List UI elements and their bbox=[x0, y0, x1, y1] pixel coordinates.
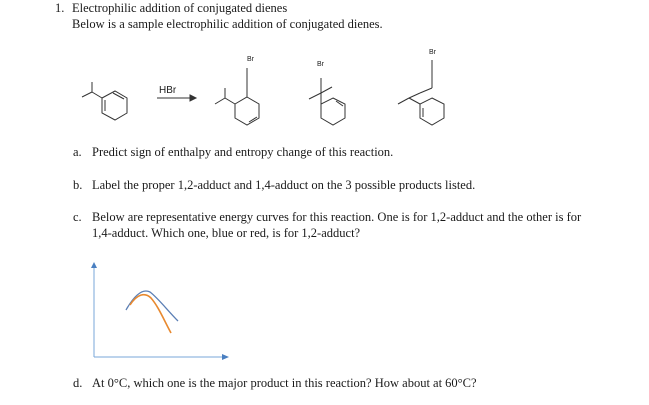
y-axis-arrow bbox=[91, 262, 97, 268]
energy-diagram bbox=[91, 262, 229, 360]
bromine-label-3: Br bbox=[429, 49, 436, 56]
part-d-text: At 0°C, which one is the major product in this reaction? How about at 60°C? bbox=[92, 376, 477, 390]
bromine-label-1: Br bbox=[247, 56, 254, 63]
bromine-label-2: Br bbox=[317, 61, 324, 68]
product-1 bbox=[215, 68, 259, 125]
part-b-letter: b. bbox=[73, 178, 83, 192]
question-title: Electrophilic addition of conjugated dienes bbox=[72, 1, 288, 15]
question-intro: Below is a sample electrophilic addition of conjugated dienes. bbox=[72, 17, 383, 31]
product-3 bbox=[398, 60, 444, 125]
blue-energy-curve bbox=[126, 291, 178, 321]
part-c-letter: c. bbox=[73, 210, 82, 224]
part-b-text: Label the proper 1,2-adduct and 1,4-adduct on the 3 possible products listed. bbox=[92, 178, 476, 192]
part-c-line2: 1,4-adduct. Which one, blue or red, is for 1,2-adduct? bbox=[92, 226, 361, 240]
product-2 bbox=[309, 78, 345, 125]
part-a-text: Predict sign of enthalpy and entropy change of this reaction. bbox=[92, 145, 394, 159]
x-axis-arrow bbox=[222, 354, 229, 360]
part-c-line1: Below are representative energy curves for this reaction. One is for 1,2-adduct and the other is for bbox=[92, 210, 582, 224]
reagent-label: HBr bbox=[159, 85, 177, 96]
red-energy-curve bbox=[130, 295, 171, 333]
part-a-letter: a. bbox=[73, 145, 82, 159]
question-number: 1. bbox=[55, 1, 65, 15]
reactant-diene bbox=[82, 82, 127, 120]
part-d-letter: d. bbox=[73, 376, 83, 390]
